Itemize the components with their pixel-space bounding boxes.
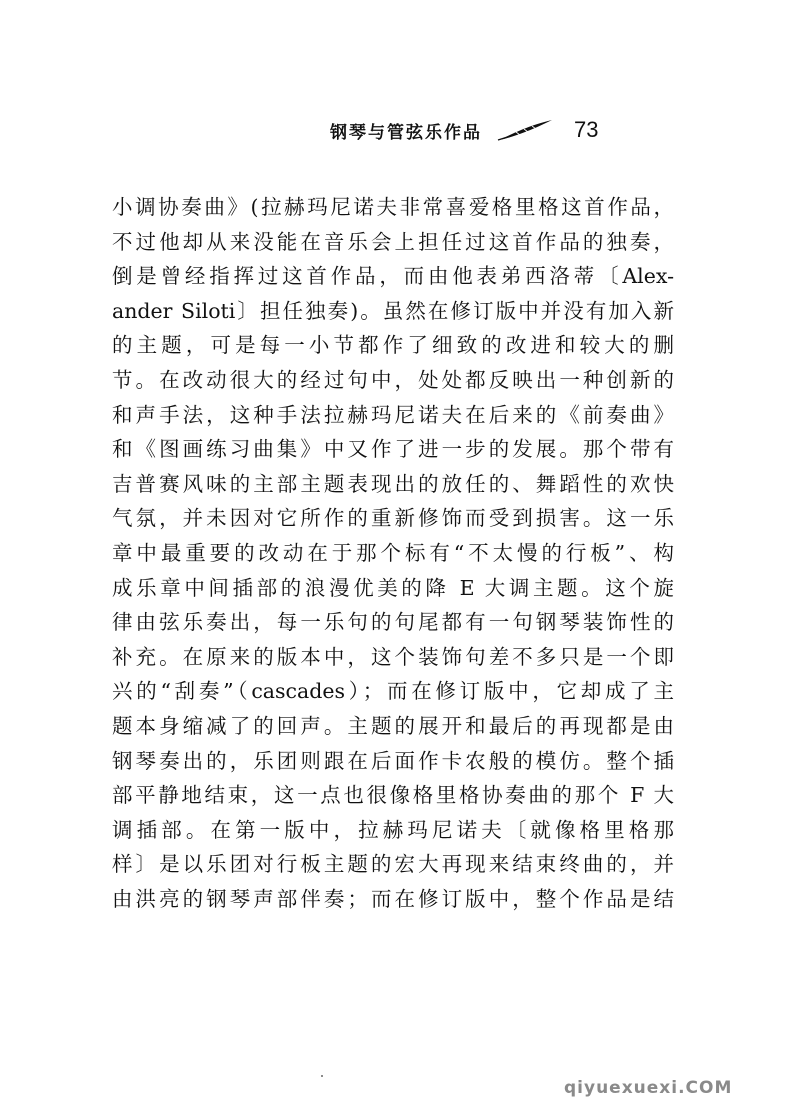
text-line: 由洪亮的钢琴声部伴奏；而在修订版中，整个作品是结 <box>112 886 674 911</box>
text-line: 兴的“刮奏”（cascades）；而在修订版中，它却成了主 <box>112 679 674 704</box>
scan-dot <box>321 1075 323 1077</box>
text-line: 样〕是以乐团对行板主题的宏大再现来结束终曲的，并 <box>112 852 674 877</box>
text-line: 题本身缩减了的回声。主题的展开和最后的再现都是由 <box>112 713 674 738</box>
text-line: ander Siloti〕担任独奏)。虽然在修订版中并没有加入新 <box>112 298 674 323</box>
text-line: 钢琴奏出的，乐团则跟在后面作卡农般的模仿。整个插 <box>112 748 674 773</box>
text-line: 和声手法，这种手法拉赫玛尼诺夫在后来的《前奏曲》 <box>112 402 674 427</box>
site-watermark: qiyuexuexi.COM <box>564 1078 733 1098</box>
text-line: 和《图画练习曲集》中又作了进一步的发展。那个带有 <box>112 437 674 462</box>
running-title: 钢琴与管弦乐作品 <box>330 122 482 143</box>
text-line: 章中最重要的改动在于那个标有“不太慢的行板”、构 <box>112 540 674 565</box>
running-header <box>330 112 660 148</box>
text-line: 倒是曾经指挥过这首作品，而由他表弟西洛蒂〔Alex- <box>112 264 674 289</box>
text-line: 成乐章中间插部的浪漫优美的降 E 大调主题。这个旋 <box>112 575 674 600</box>
text-line: 不过他却从来没能在音乐会上担任过这首作品的独奏， <box>112 229 674 254</box>
text-line: 部平静地结束，这一点也很像格里格协奏曲的那个 F 大 <box>112 783 674 808</box>
text-line: 律由弦乐奏出，每一乐句的句尾都有一句钢琴装饰性的 <box>112 610 674 635</box>
text-line: 调插部。在第一版中，拉赫玛尼诺夫〔就像格里格那 <box>112 817 674 842</box>
quill-feather-icon <box>496 118 554 142</box>
text-line: 节。在改动很大的经过句中，处处都反映出一种创新的 <box>112 367 674 392</box>
text-line: 的主题，可是每一小节都作了细致的改进和较大的删 <box>112 333 674 358</box>
text-line: 小调协奏曲》(拉赫玛尼诺夫非常喜爱格里格这首作品， <box>112 195 674 219</box>
text-line: 吉普赛风味的主部主题表现出的放任的、舞蹈性的欢快 <box>112 471 674 496</box>
page-number: 73 <box>574 117 599 142</box>
text-line: 补充。在原来的版本中，这个装饰句差不多只是一个即 <box>112 644 674 669</box>
text-line: 气氛，并未因对它所作的重新修饰而受到损害。这一乐 <box>112 506 674 531</box>
body-paragraph <box>112 190 674 916</box>
